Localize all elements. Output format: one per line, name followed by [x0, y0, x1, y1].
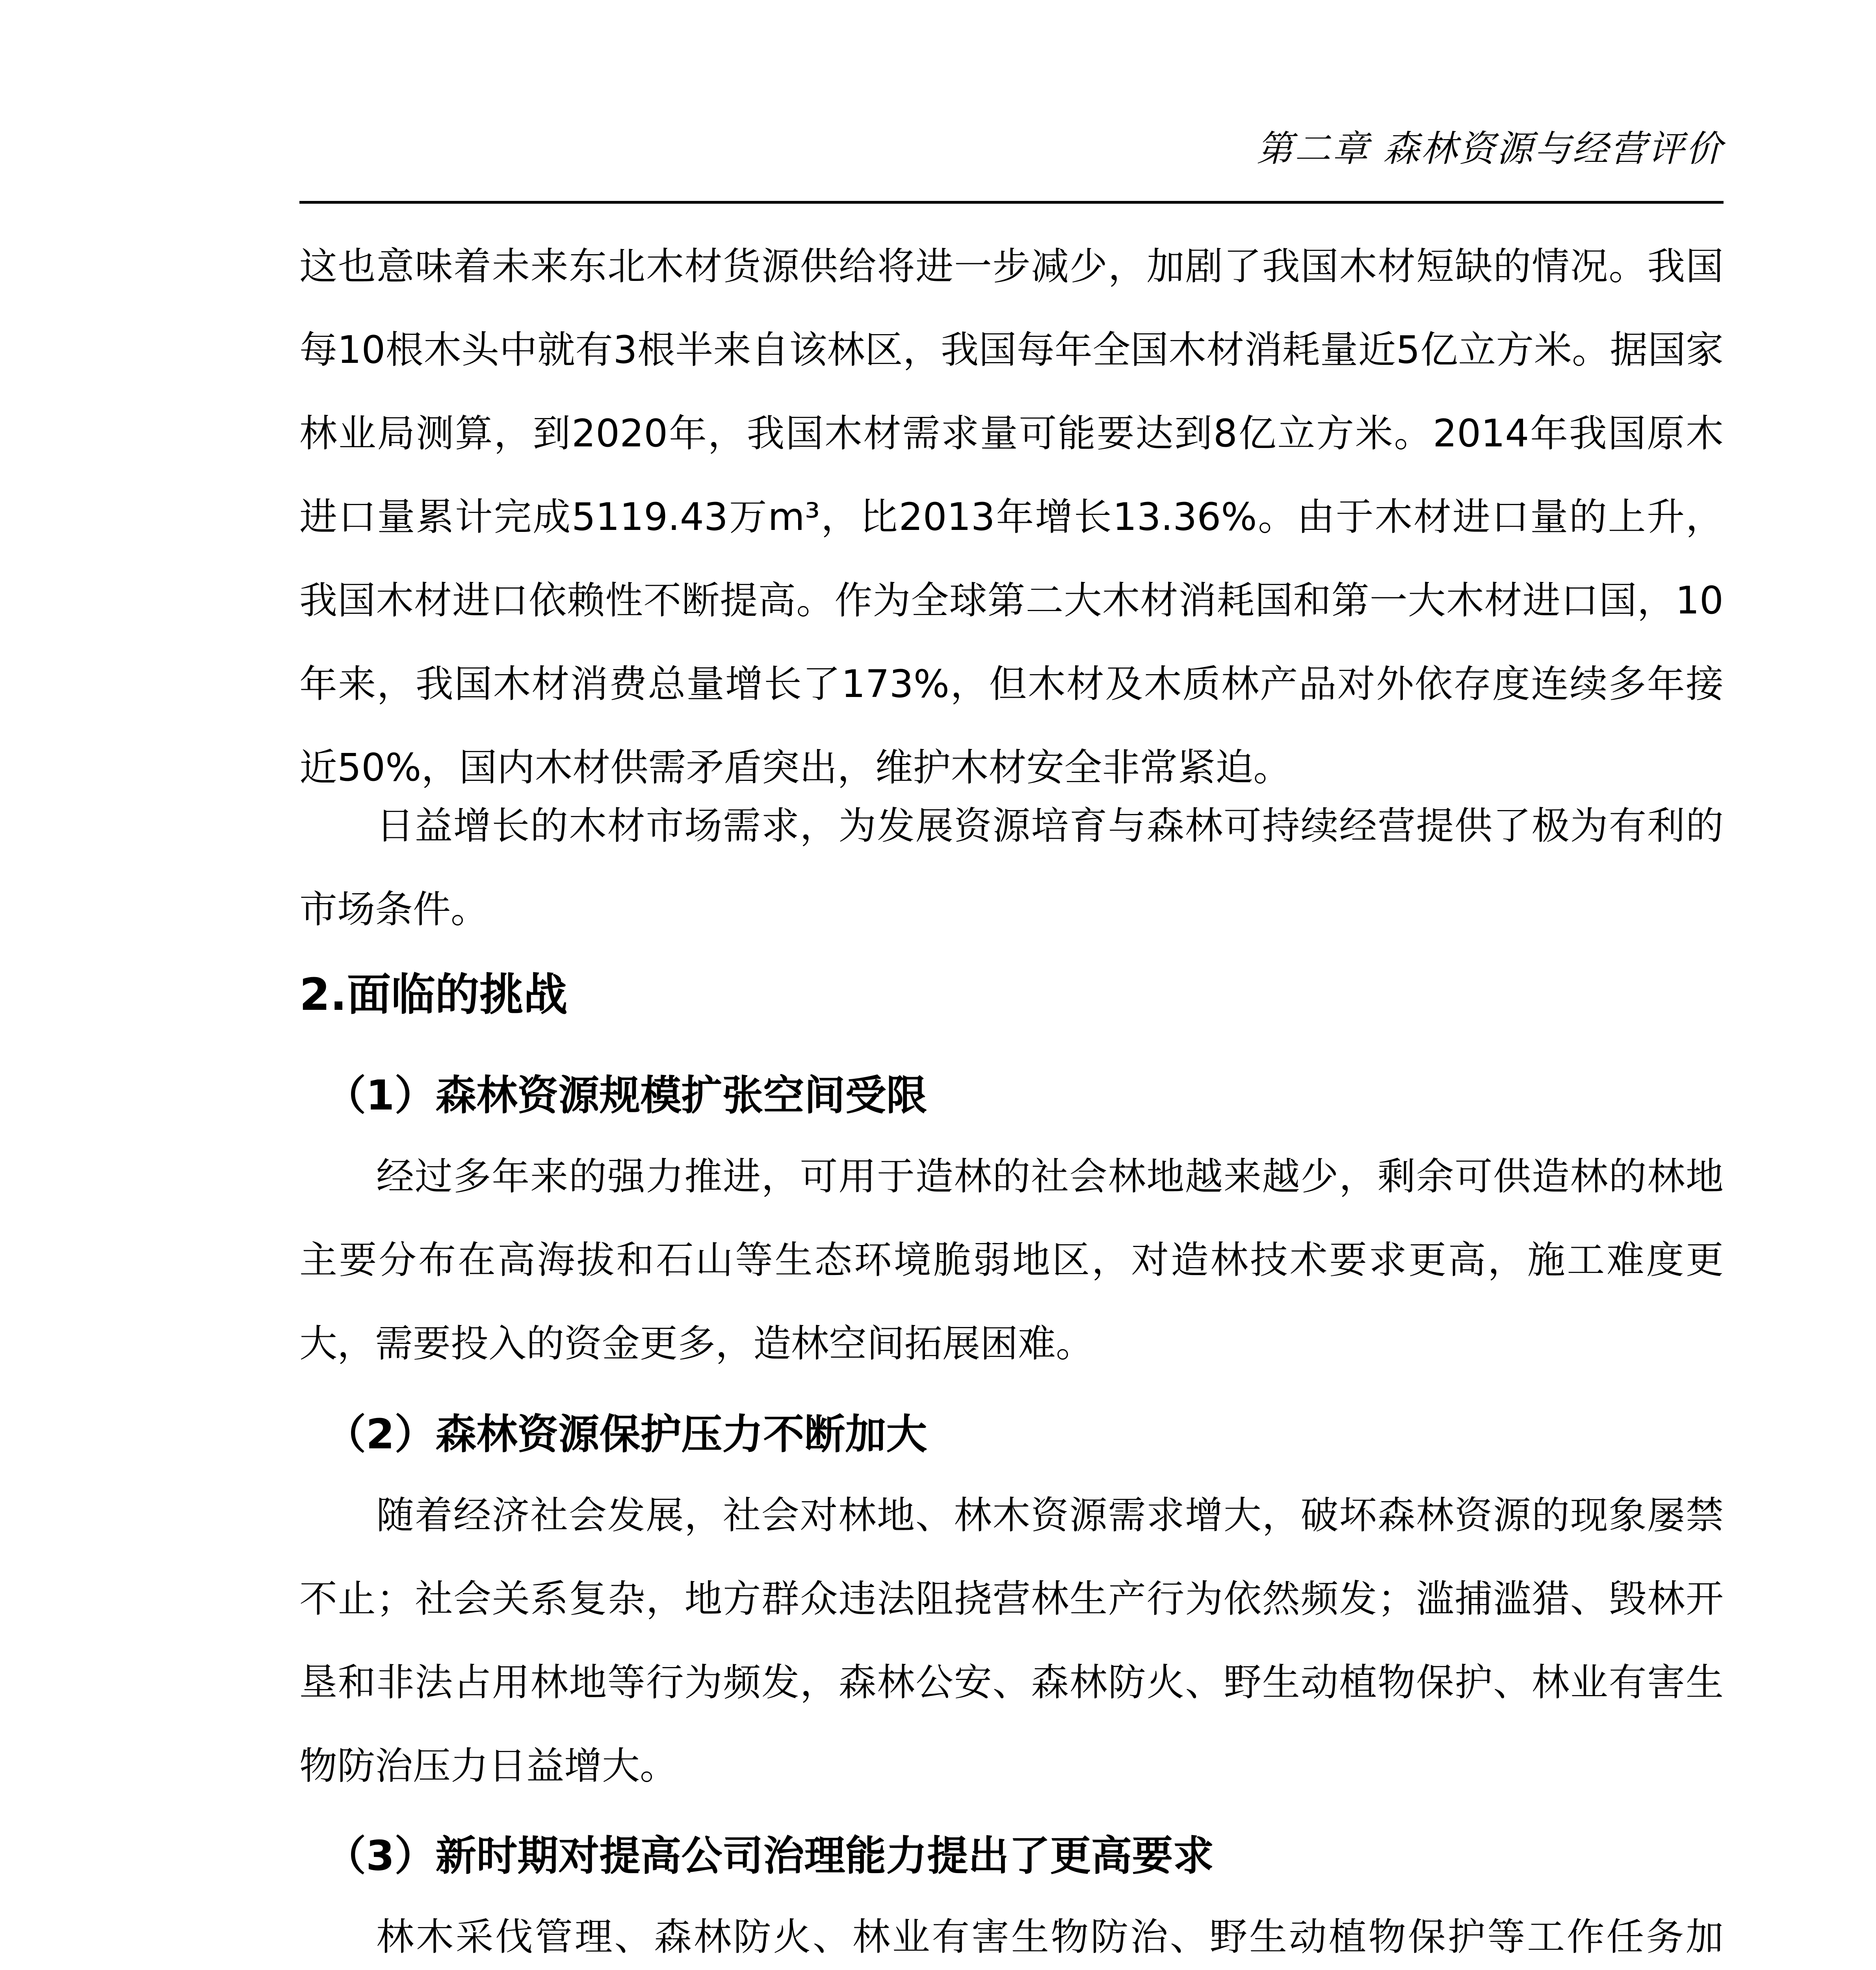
paragraph-market-conditions: 日益增长的木材市场需求，为发展资源培育与森林可持续经营提供了极为有利的市场条件。: [299, 804, 1724, 931]
subsection-body-2: 随着经济社会发展，社会对林地、林木资源需求增大，破坏森林资源的现象屡禁不止；社会关系复杂，地方群众违法阻挠营林生产行为依然频发；滥捕滥猎、毁林开垦和非法占用林地等行为频发，森林公安、森林防火、野生动植物保护、林业有害生物防治压力日益增大。: [299, 1493, 1724, 1788]
subsection-heading-1: （1）森林资源规模扩张空间受限: [325, 1071, 927, 1119]
running-header: 第二章 森林资源与经营评价: [1256, 128, 1724, 170]
subsection-heading-2: （2）森林资源保护压力不断加大: [325, 1410, 927, 1458]
subsection-heading-3: （3）新时期对提高公司治理能力提出了更高要求: [325, 1832, 1214, 1880]
subsection-body-3: 林木采伐管理、森林防火、林业有害生物防治、野生动植物保护等工作任务加: [376, 1915, 1724, 1959]
paragraph-timber-demand: 这也意味着未来东北木材货源供给将进一步减少，加剧了我国木材短缺的情况。我国每10根木头中就有3根半来自该林区，我国每年全国木材消耗量近5亿立方米。据国家林业局测算，到2020年，我国木材需求量可能要达到8亿立方米。2014年我国原木进口量累计完成5119.43万m³，比2013年增长13.36%。由于木材进口量的上升，我国木材进口依赖性不断提高。作为全球第二大木材消耗国和第一大木材进口国，10年来，我国木材消费总量增长了173%，但木材及木质林产品对外依存度连续多年接近50%，国内木材供需矛盾突出，维护木材安全非常紧迫。: [299, 244, 1724, 790]
header-rule: [299, 201, 1724, 204]
section-heading-challenges: 2.面临的挑战: [299, 969, 568, 1020]
subsection-body-1: 经过多年来的强力推进，可用于造林的社会林地越来越少，剩余可供造林的林地主要分布在高海拔和石山等生态环境脆弱地区，对造林技术要求更高，施工难度更大，需要投入的资金更多，造林空间拓展困难。: [299, 1154, 1724, 1366]
